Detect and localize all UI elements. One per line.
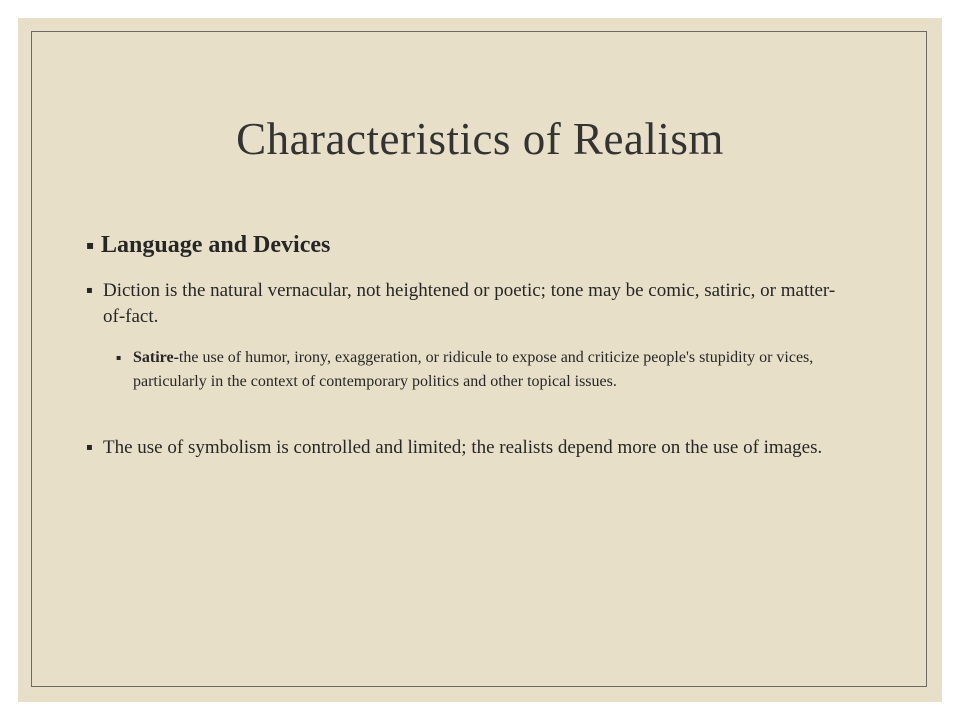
slide-title: Characteristics of Realism [236,114,724,164]
square-bullet-icon: ▪ [86,442,93,453]
satire-term: Satire- [133,349,179,366]
satire-definition: the use of humor, irony, exaggeration, or ridicule to expose and criticize people's stupidity or vices, particularly in the context of contemporary politics and other topical issues. [133,349,814,390]
bullet-text-satire [133,346,876,394]
slide [18,18,942,702]
bullet-item-satire [116,346,876,394]
bullet-item-language-and-devices [86,229,886,261]
square-bullet-icon: ▪ [86,285,93,296]
bullet-text: Diction is the natural vernacular, not heightened or poetic; tone may be comic, satiric, or matter-of-fact. [103,280,836,327]
square-bullet-icon: ▪ [116,353,122,362]
bullet-text: The use of symbolism is controlled and limited; the realists depend more on the use of images. [103,437,823,458]
bullet-item-symbolism [86,435,856,461]
square-bullet-icon: ▪ [86,238,95,252]
bullet-text: Language and Devices [101,232,331,258]
bullet-item-diction [86,278,856,330]
